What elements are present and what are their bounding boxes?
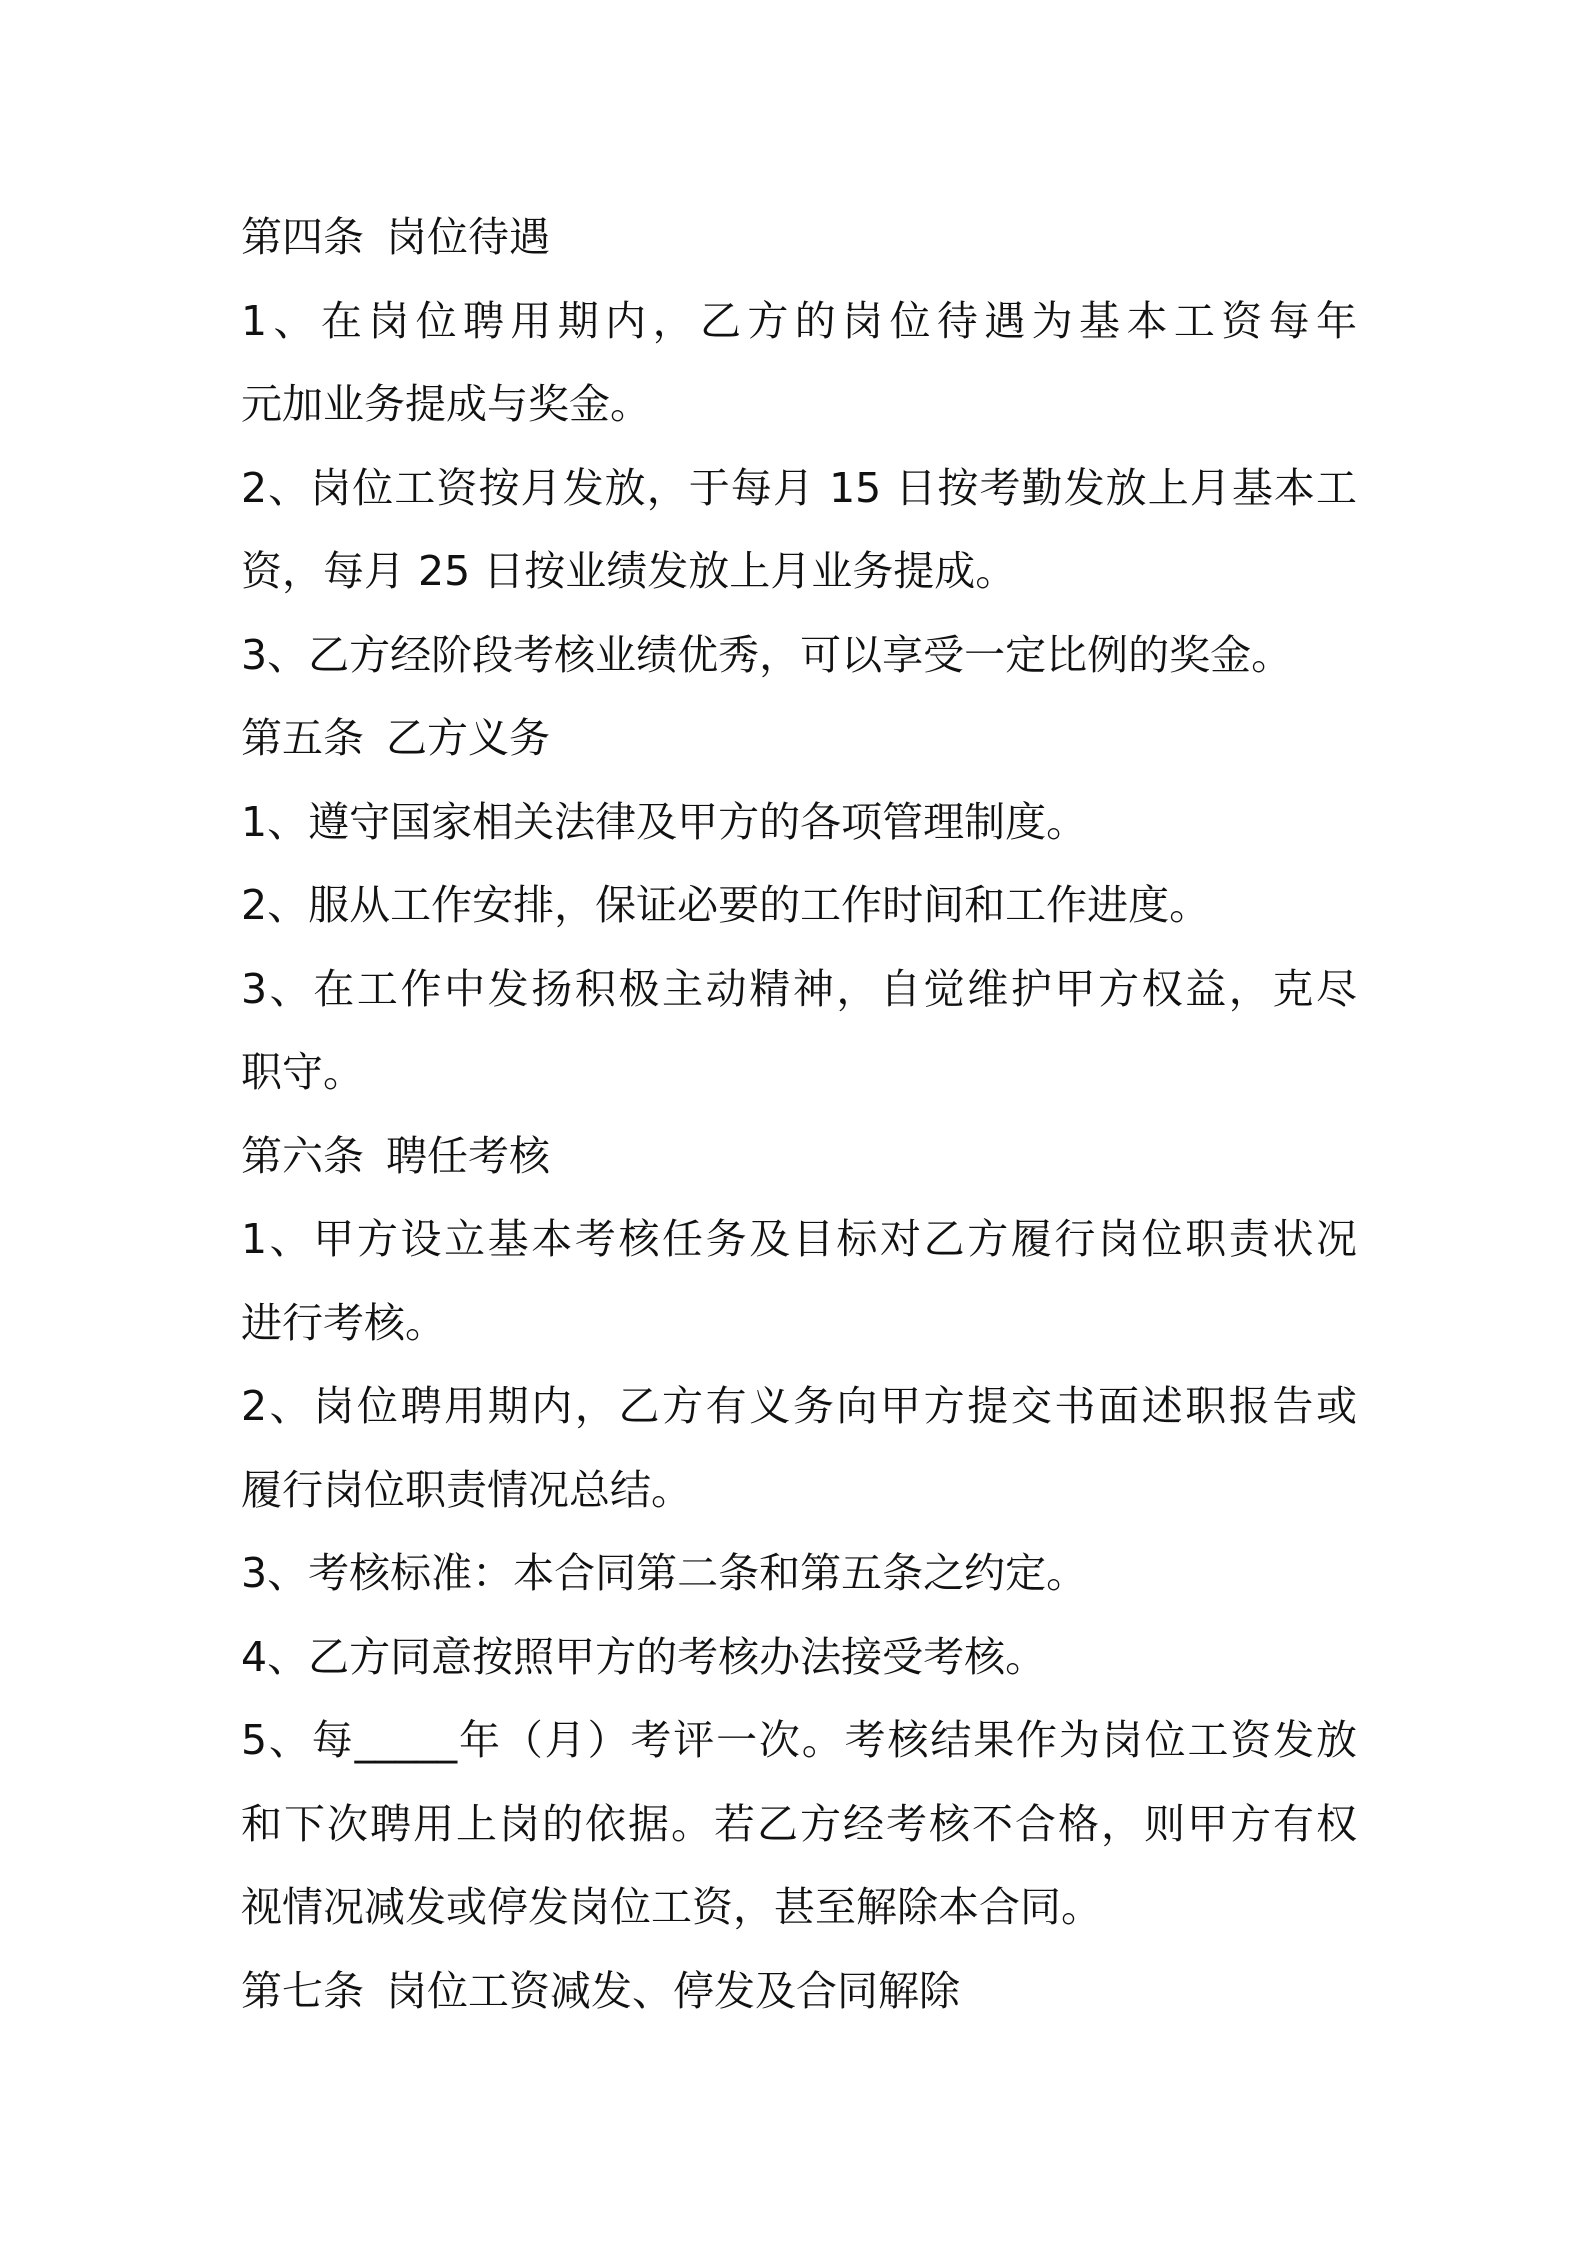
section-number: 第四条 [241, 213, 364, 261]
paragraph-line: 进行考核。 [241, 1298, 446, 1347]
paragraph-line: 1、在岗位聘用期内，乙方的岗位待遇为基本工资每年 [241, 296, 1357, 345]
paragraph-line: 5、每_____年（月）考评一次。考核结果作为岗位工资发放 [241, 1716, 1357, 1764]
paragraph-line: 4、乙方同意按照甲方的考核办法接受考核。 [241, 1632, 1047, 1681]
paragraph-line: 2、岗位聘用期内，乙方有义务向甲方提交书面述职报告或 [241, 1382, 1357, 1430]
paragraph-line: 1、甲方设立基本考核任务及目标对乙方履行岗位职责状况 [241, 1215, 1357, 1263]
paragraph-line: 资，每月 25 日按业绩发放上月业务提成。 [241, 547, 1017, 595]
section-number: 第五条 [241, 714, 364, 762]
section-number: 第七条 [241, 1966, 364, 2015]
paragraph-line: 职守。 [241, 1048, 364, 1096]
paragraph-line: 3、考核标准：本合同第二条和第五条之约定。 [241, 1549, 1088, 1597]
section-number: 第六条 [241, 1131, 364, 1180]
paragraph-line: 和下次聘用上岗的依据。若乙方经考核不合格，则甲方有权 [241, 1799, 1357, 1848]
paragraph-line: 视情况减发或停发岗位工资，甚至解除本合同。 [241, 1883, 1102, 1931]
section-title: 岗位待遇 [386, 213, 550, 261]
section-heading-6 [241, 1115, 1357, 1199]
section-heading-7 [241, 1950, 1357, 2034]
paragraph-line: 元加业务提成与奖金。 [241, 380, 651, 428]
section-heading-4 [241, 196, 1357, 280]
section-title: 乙方义务 [386, 714, 550, 762]
paragraph-line: 3、在工作中发扬积极主动精神，自觉维护甲方权益，克尽 [241, 964, 1357, 1013]
document-body [241, 196, 1357, 2033]
paragraph-line: 履行岗位职责情况总结。 [241, 1465, 692, 1514]
paragraph-line: 2、服从工作安排，保证必要的工作时间和工作进度。 [241, 881, 1211, 929]
paragraph-line: 2、岗位工资按月发放，于每月 15 日按考勤发放上月基本工 [241, 463, 1357, 512]
section-title: 岗位工资减发、停发及合同解除 [386, 1966, 960, 2015]
paragraph-line: 3、乙方经阶段考核业绩优秀，可以享受一定比例的奖金。 [241, 630, 1293, 679]
section-title: 聘任考核 [386, 1131, 550, 1180]
section-heading-5 [241, 697, 1357, 781]
paragraph-line: 1、遵守国家相关法律及甲方的各项管理制度。 [241, 797, 1088, 846]
